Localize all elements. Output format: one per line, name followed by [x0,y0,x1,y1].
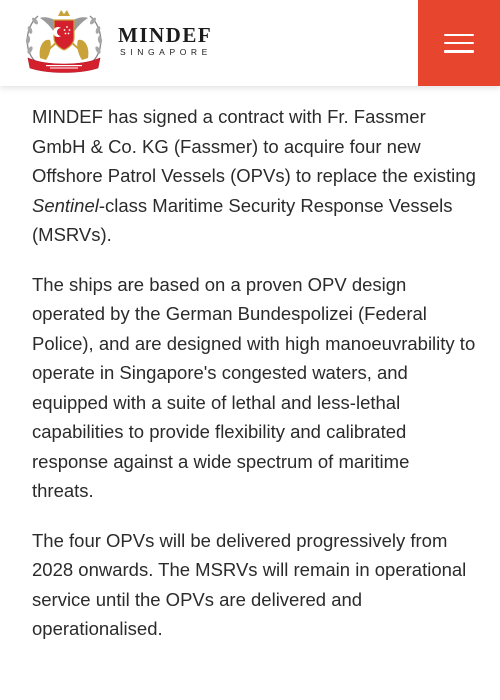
singapore-coat-of-arms-icon [18,6,110,74]
paragraph-1-text-b: -class Maritime Security Response Vessels (MSRVs). [32,194,453,245]
logo-wordmark [118,24,212,57]
hamburger-menu-icon [444,34,474,53]
menu-button[interactable] [418,0,500,86]
site-header [0,0,500,86]
paragraph-1-text-a: MINDEF has signed a contract with Fr. Fassmer GmbH & Co. KG (Fassmer) to acquire four new Offshore Patrol Vessels (OPVs) to replace the existing [32,106,476,186]
article-paragraph-1 [32,102,476,250]
sentinel-class-name: Sentinel [32,194,99,216]
article-paragraph-3: The four OPVs will be delivered progressively from 2028 onwards. The MSRVs will remain in operational service until the OPVs are delivered and operationalised. [32,529,467,639]
article-paragraph-2: The ships are based on a proven OPV design operated by the German Bundespolizei (Federal Police), and are designed with high manoeuvrability to operate in Singapore's congested waters, and equipped with a suite of lethal and less-lethal capabilities to provide flexibility and calibrated response against a wide spectrum of maritime threats. [32,273,476,501]
mindef-logo-link[interactable] [18,6,212,74]
logo-subtitle: SINGAPORE [120,46,212,57]
article-body [32,102,476,664]
logo-title: MINDEF [118,22,213,47]
